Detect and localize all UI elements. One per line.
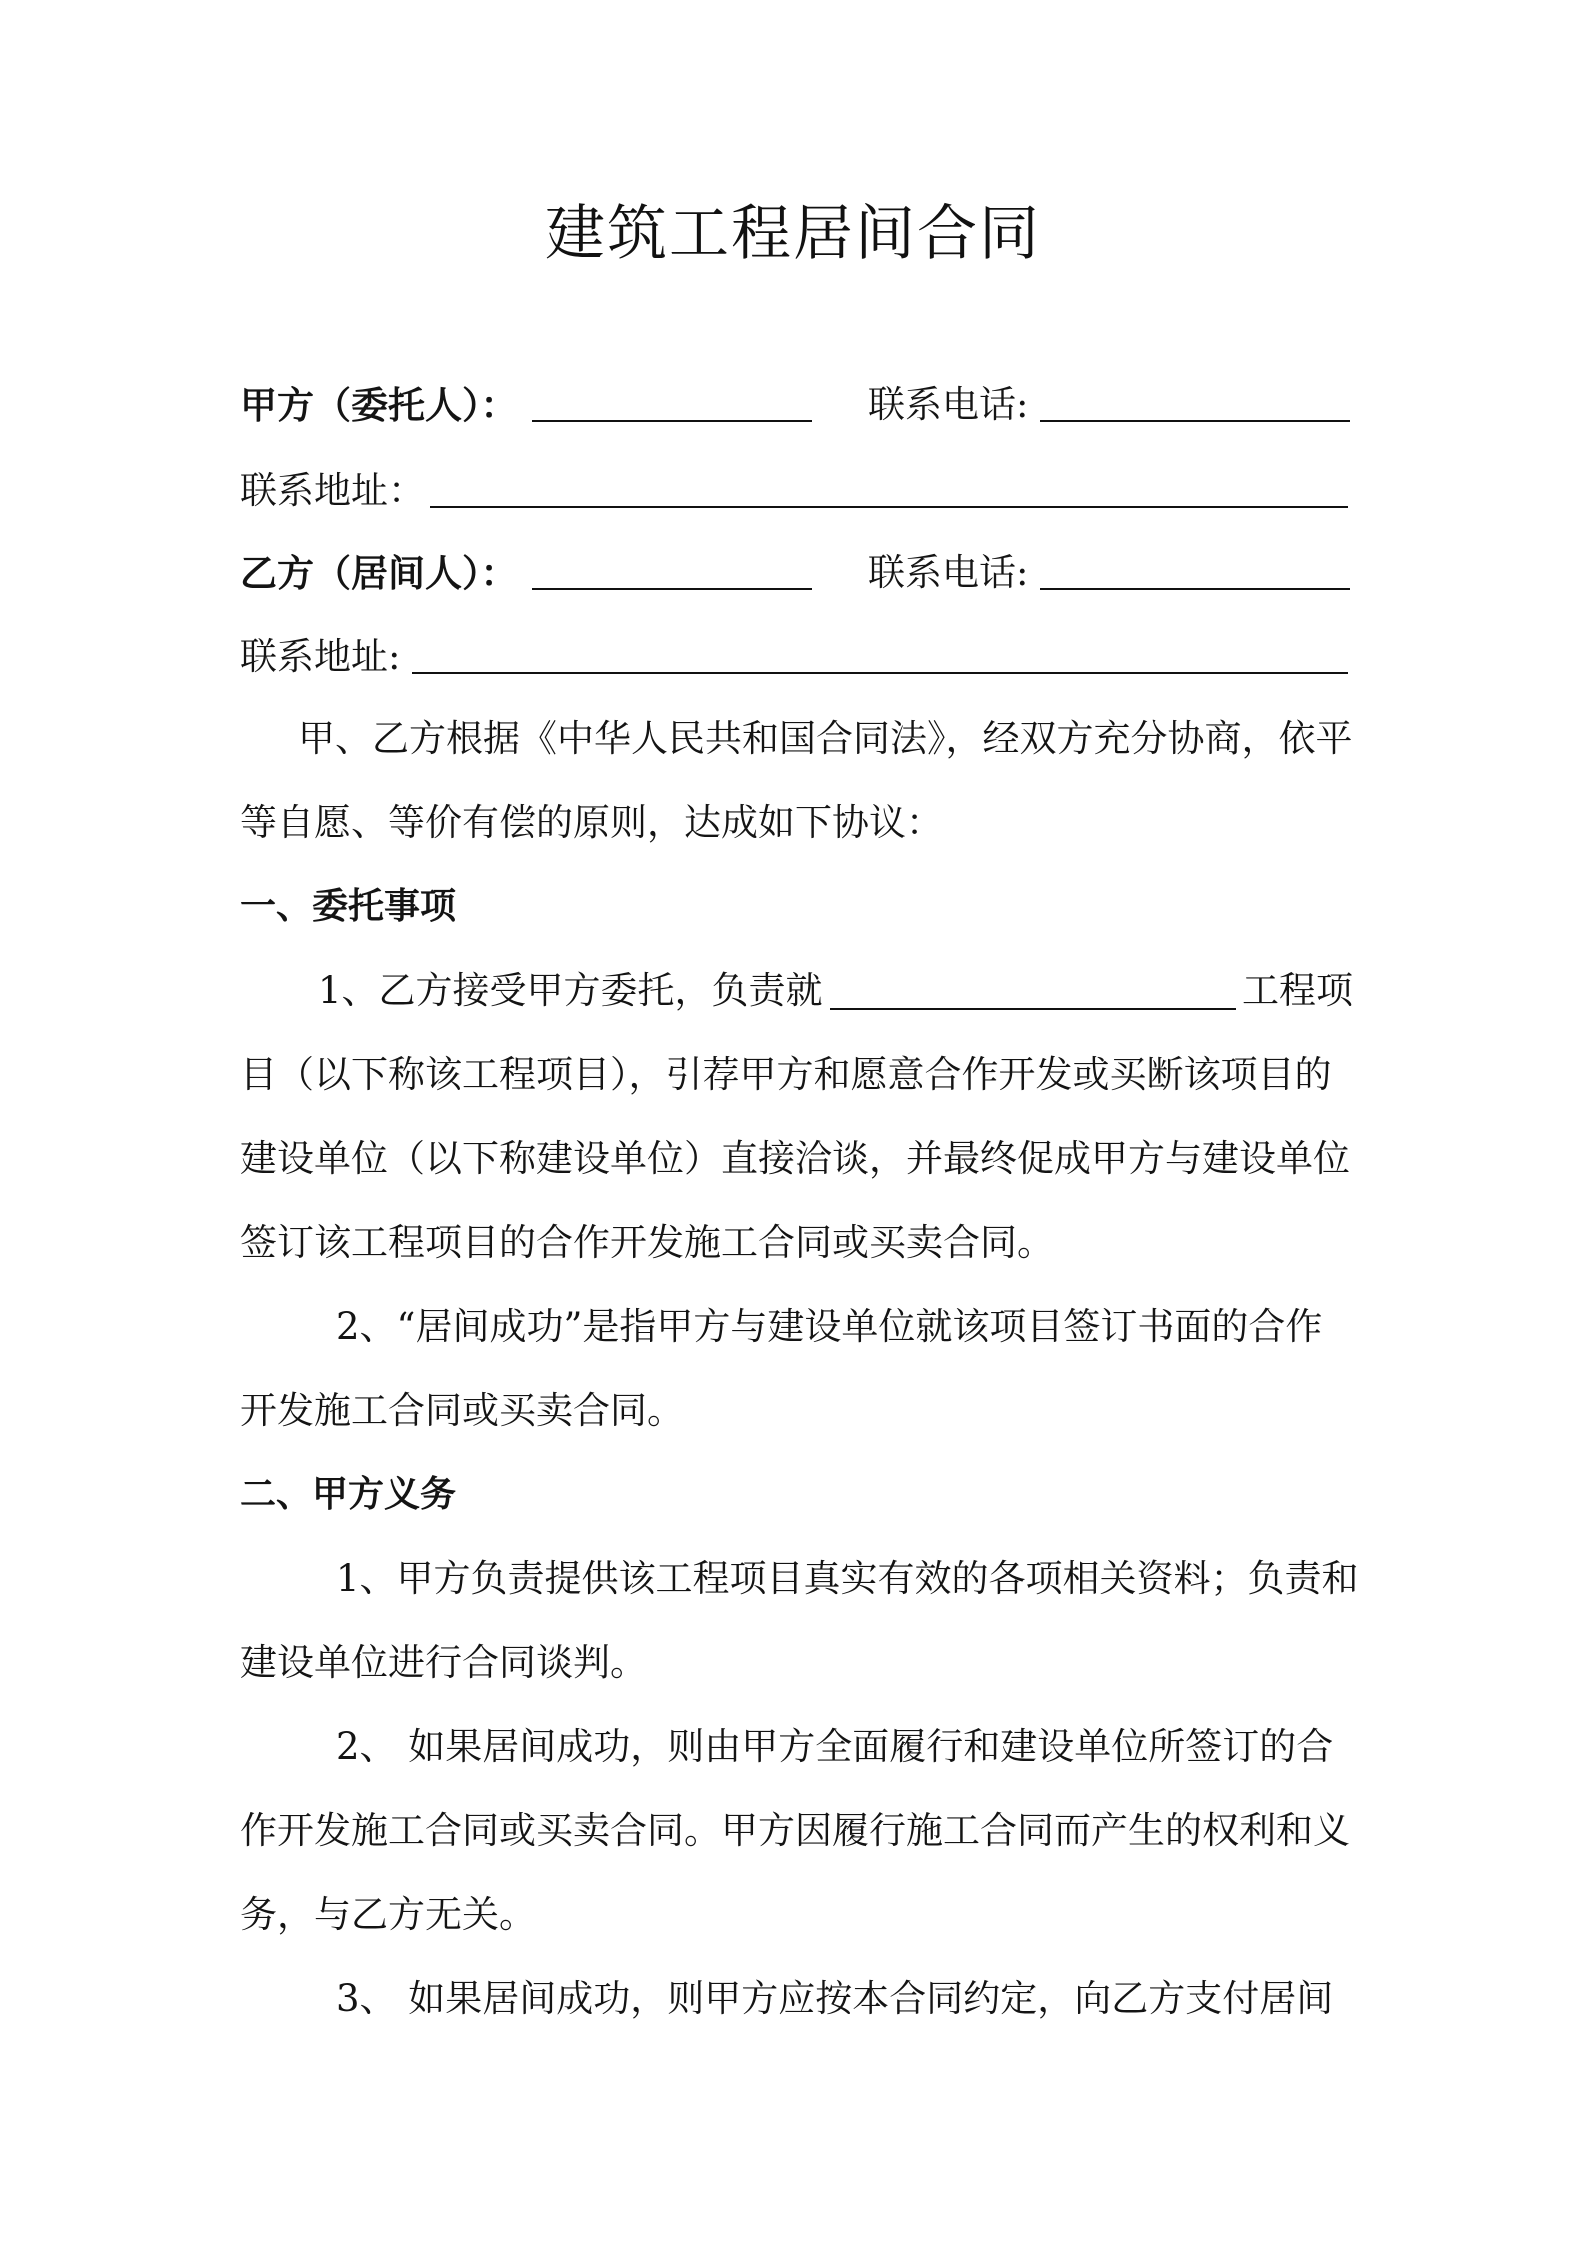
project-name-blank[interactable] — [830, 1008, 1236, 1010]
s1-clause-2-line-1: 2、“居间成功”是指甲方与建设单位就该项目签订书面的合作 — [336, 1305, 1323, 1348]
party-b-label: 乙方（居间人）： — [240, 551, 518, 595]
s2-clause-2-line-3: 务，与乙方无关。 — [240, 1893, 536, 1936]
s2-clause-1-line-2: 建设单位进行合同谈判。 — [240, 1641, 647, 1684]
party-a-phone-blank[interactable] — [1040, 420, 1350, 422]
party-a-address-blank[interactable] — [430, 506, 1348, 508]
party-b-phone-label: 联系电话: — [868, 551, 1029, 594]
s2-clause-1-line-1: 1、甲方负责提供该工程项目真实有效的各项相关资料；负责和 — [336, 1557, 1359, 1600]
party-a-label: 甲方（委托人）： — [240, 383, 518, 427]
document-title: 建筑工程居间合同 — [545, 199, 1041, 269]
preamble-line-1: 甲、乙方根据《中华人民共和国合同法》，经双方充分协商，依平 — [298, 717, 1353, 760]
party-b-name-blank[interactable] — [532, 588, 812, 590]
section-1-heading: 一、委托事项 — [240, 886, 457, 927]
preamble-line-2: 等自愿、等价有偿的原则，达成如下协议： — [240, 801, 943, 844]
party-b-address-blank[interactable] — [412, 672, 1348, 674]
section-2-heading: 二、甲方义务 — [240, 1474, 457, 1515]
party-a-phone-label: 联系电话: — [868, 383, 1029, 426]
party-a-name-blank[interactable] — [532, 420, 812, 422]
party-b-phone-blank[interactable] — [1040, 588, 1350, 590]
s1-clause-1-text-a: 1、乙方接受甲方委托，负责就 — [318, 969, 823, 1012]
s2-clause-3-line-1: 3、 如果居间成功，则甲方应按本合同约定，向乙方支付居间 — [336, 1977, 1334, 2020]
s1-clause-1-line-4: 签订该工程项目的合作开发施工合同或买卖合同。 — [240, 1221, 1054, 1264]
s1-clause-1-text-b: 工程项 — [1242, 969, 1353, 1012]
party-a-address-label: 联系地址： — [240, 469, 425, 512]
s2-clause-2-line-1: 2、 如果居间成功，则由甲方全面履行和建设单位所签订的合 — [336, 1725, 1334, 1768]
s2-clause-2-line-2: 作开发施工合同或买卖合同。甲方因履行施工合同而产生的权利和义 — [240, 1809, 1350, 1852]
s1-clause-2-line-2: 开发施工合同或买卖合同。 — [240, 1389, 684, 1432]
party-b-address-label: 联系地址: — [240, 635, 401, 678]
s1-clause-1-line-3: 建设单位（以下称建设单位）直接洽谈，并最终促成甲方与建设单位 — [240, 1137, 1350, 1180]
s1-clause-1-line-2: 目（以下称该工程项目），引荐甲方和愿意合作开发或买断该项目的 — [240, 1053, 1332, 1096]
